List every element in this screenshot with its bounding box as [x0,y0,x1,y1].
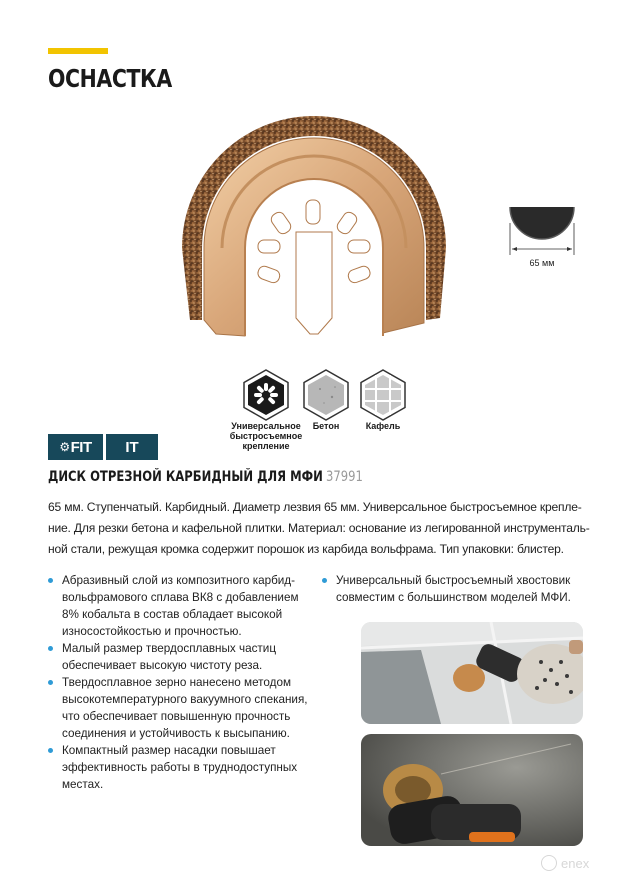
watermark: enex [541,855,589,871]
feature-label-concrete: Бетон [312,421,340,431]
list-item: Малый размер твердосплавных частиц обеспечивает высокую чистоту реза. [48,640,318,674]
list-item: Твердосплавное зерно нанесено методом высокотемпературного вакуумного спекания, что обеспечивает повышенную прочность соединения и устойчивость к высыпанию. [48,674,318,742]
product-description: 65 мм. Ступенчатый. Карбидный. Диаметр лезвия 65 мм. Универсальное быстросъемное крепле- ние. Для резки бетона и кафельной плитки. Материал: основание из легированной инструменталь- ной стали, режущая кромка содержит порошок из карбида вольфрама. Тип упаковки: блистер. [48,500,590,556]
accent-bar [48,48,108,54]
brand-logo [48,434,158,460]
diameter-diagram [498,193,586,283]
tile-cutting-photo [361,622,583,724]
feature-label-mount: Универсальное быстросъемное крепление [229,421,303,451]
disc-product-image [178,108,450,348]
list-item: Абразивный слой из композитного карбид- вольфрамового сплава ВК8 с добавлением 8% кобальта в состав обладает высокой износостойкостью и прочностью. [48,572,318,640]
gear-icon: ⚙ [59,440,70,454]
fit-logo: ⚙ FIT [48,434,103,460]
features-list-right [322,572,582,606]
tile-icon [359,369,407,421]
it-logo: IT [106,434,158,460]
product-code: 37991 [326,469,363,485]
section-title: ОСНАСТКА [48,64,172,93]
tool-closeup-photo [361,734,583,846]
enex-logo-icon [541,855,557,871]
list-item: Компактный размер насадки повышает эффективность работы в труднодоступных местах. [48,742,318,793]
concrete-icon [302,369,350,421]
list-item: Универсальный быстросъемный хвостовик совместим с большинством моделей МФИ. [322,572,582,606]
product-title: ДИСК ОТРЕЗНОЙ КАРБИДНЫЙ ДЛЯ МФИ 37991 [48,469,363,485]
features-list-left [48,572,318,793]
universal-mount-icon [242,369,290,421]
feature-label-tile: Кафель [365,421,401,431]
diameter-label: 65 мм [529,258,555,268]
